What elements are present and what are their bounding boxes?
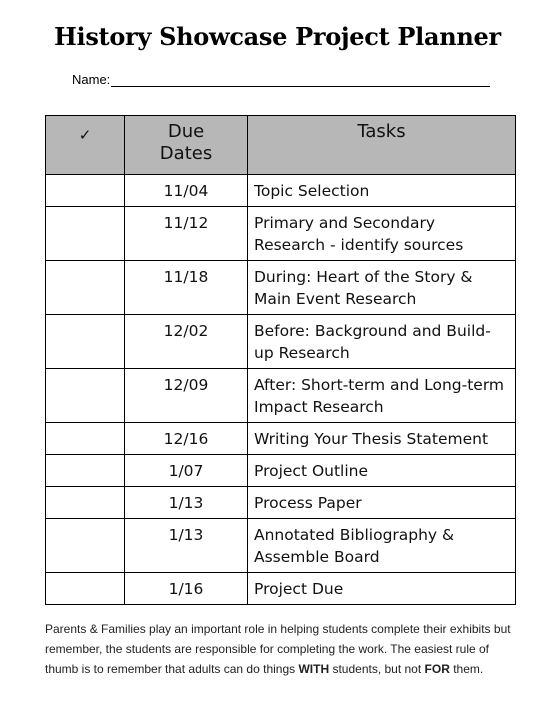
table-row [46,573,516,605]
due-date-cell: 11/12 [125,207,248,261]
note-emphasis-for: FOR [424,662,450,676]
task-cell: Project Outline [248,455,516,487]
task-cell: After: Short-term and Long-term Impact Research [248,369,516,423]
task-cell: Primary and Secondary Research - identify sources [248,207,516,261]
due-date-cell: 12/09 [125,369,248,423]
page-title: History Showcase Project Planner [54,22,501,51]
due-date-cell: 1/07 [125,455,248,487]
table-row [46,369,516,423]
planner-table [45,115,516,605]
name-label: Name: [72,72,111,87]
table-row [46,207,516,261]
due-date-cell: 12/16 [125,423,248,455]
name-field[interactable] [72,69,490,87]
check-cell[interactable] [46,207,125,261]
table-row [46,175,516,207]
checkmark-header-icon: ✓ [46,116,125,175]
task-cell: Process Paper [248,487,516,519]
table-row [46,487,516,519]
table-row [46,423,516,455]
task-cell: Annotated Bibliography & Assemble Board [248,519,516,573]
due-date-cell: 11/04 [125,175,248,207]
task-cell: Before: Background and Build-up Research [248,315,516,369]
check-cell[interactable] [46,261,125,315]
name-blank-line[interactable] [111,73,490,87]
check-cell[interactable] [46,315,125,369]
task-cell: Project Due [248,573,516,605]
due-header-line1: Due [167,121,205,142]
parent-note [45,619,515,679]
note-text-1: Parents & Families play an important role in helping students complete their exhibits but remember, the students are responsible for completing the work. The easiest rule of thumb is to remember that adults can do things [45,622,511,676]
table-row [46,261,516,315]
table-row [46,455,516,487]
note-emphasis-with: WITH [298,662,330,676]
due-dates-header [125,116,248,175]
due-date-cell: 11/18 [125,261,248,315]
task-cell: Writing Your Thesis Statement [248,423,516,455]
check-cell[interactable] [46,423,125,455]
table-header-row [46,116,516,175]
check-cell[interactable] [46,487,125,519]
table-row [46,315,516,369]
due-date-cell: 1/13 [125,519,248,573]
check-cell[interactable] [46,175,125,207]
due-header-line2: Dates [159,143,213,164]
note-text-2: students, but not [329,662,425,676]
due-date-cell: 1/16 [125,573,248,605]
table-row [46,519,516,573]
check-cell[interactable] [46,519,125,573]
task-cell: During: Heart of the Story & Main Event Research [248,261,516,315]
tasks-header: Tasks [248,116,516,175]
note-text-3: them. [449,662,484,676]
due-date-cell: 1/13 [125,487,248,519]
due-date-cell: 12/02 [125,315,248,369]
check-cell[interactable] [46,455,125,487]
check-cell[interactable] [46,369,125,423]
check-cell[interactable] [46,573,125,605]
task-cell: Topic Selection [248,175,516,207]
